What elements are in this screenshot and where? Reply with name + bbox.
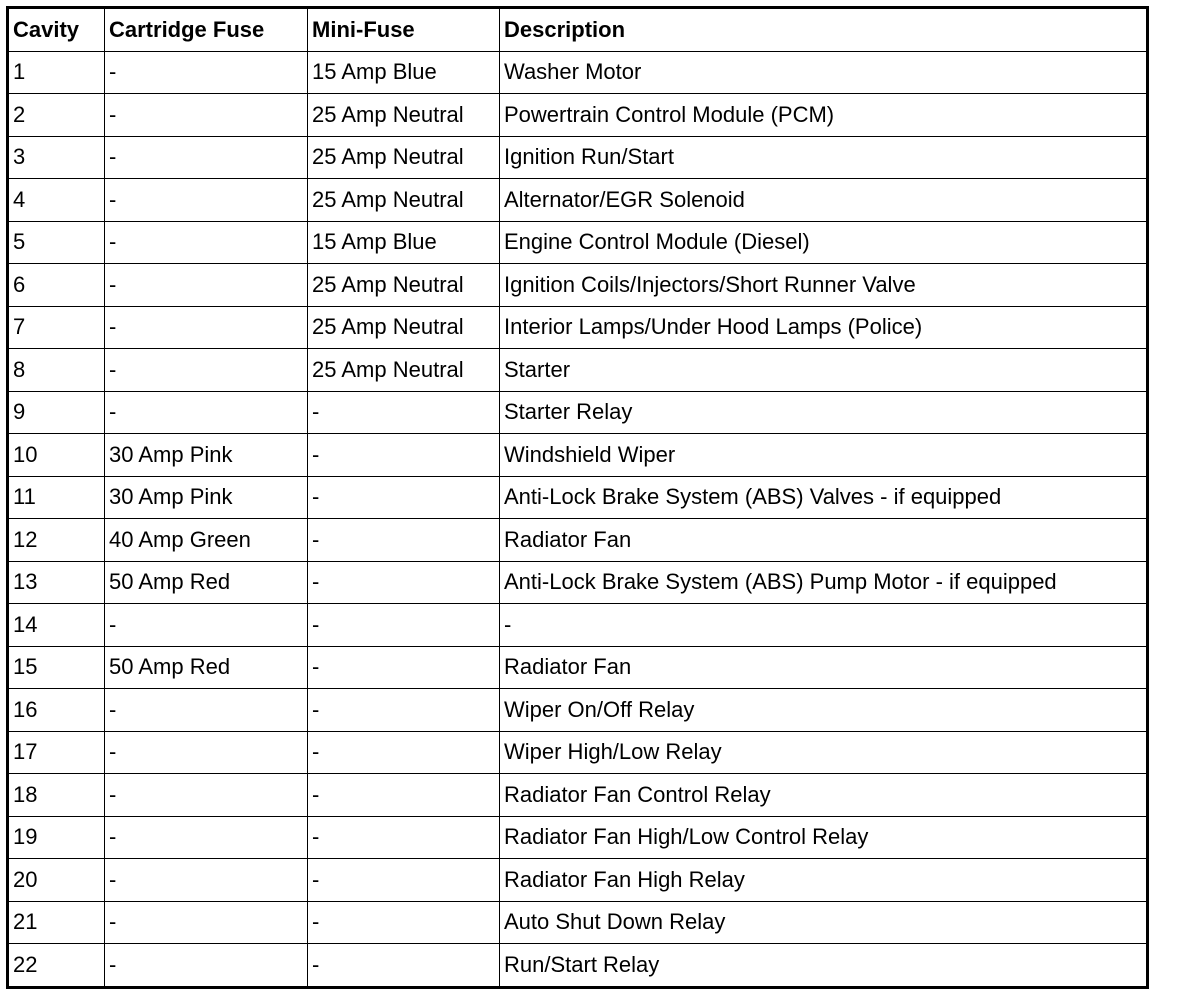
cell-description: Anti-Lock Brake System (ABS) Valves - if equipped xyxy=(500,476,1148,519)
cell-cavity: 22 xyxy=(8,944,105,988)
table-row xyxy=(8,604,1148,647)
header-description: Description xyxy=(500,8,1148,52)
cell-cavity: 9 xyxy=(8,391,105,434)
cell-cartridge-fuse: - xyxy=(105,731,308,774)
cell-cavity: 18 xyxy=(8,774,105,817)
cell-description: Run/Start Relay xyxy=(500,944,1148,988)
cell-mini-fuse: - xyxy=(308,561,500,604)
cell-description: Starter Relay xyxy=(500,391,1148,434)
cell-cartridge-fuse: 30 Amp Pink xyxy=(105,434,308,477)
cell-cartridge-fuse: - xyxy=(105,859,308,902)
cell-cavity: 15 xyxy=(8,646,105,689)
cell-cartridge-fuse: - xyxy=(105,306,308,349)
cell-mini-fuse: - xyxy=(308,816,500,859)
table-row xyxy=(8,944,1148,988)
cell-mini-fuse: 25 Amp Neutral xyxy=(308,136,500,179)
cell-description: Radiator Fan xyxy=(500,646,1148,689)
cell-cavity: 10 xyxy=(8,434,105,477)
table-row xyxy=(8,476,1148,519)
cell-mini-fuse: - xyxy=(308,519,500,562)
cell-cavity: 17 xyxy=(8,731,105,774)
cell-mini-fuse: - xyxy=(308,901,500,944)
cell-cartridge-fuse: 40 Amp Green xyxy=(105,519,308,562)
table-row xyxy=(8,689,1148,732)
header-row xyxy=(8,8,1148,52)
header-cavity: Cavity xyxy=(8,8,105,52)
table-row xyxy=(8,901,1148,944)
cell-cavity: 16 xyxy=(8,689,105,732)
cell-cartridge-fuse: 50 Amp Red xyxy=(105,561,308,604)
cell-mini-fuse: 25 Amp Neutral xyxy=(308,264,500,307)
table-row xyxy=(8,731,1148,774)
cell-mini-fuse: - xyxy=(308,689,500,732)
cell-cartridge-fuse: - xyxy=(105,94,308,137)
table-row xyxy=(8,391,1148,434)
cell-cavity: 14 xyxy=(8,604,105,647)
table-header xyxy=(8,8,1148,52)
table-body xyxy=(8,51,1148,987)
cell-description: Ignition Run/Start xyxy=(500,136,1148,179)
cell-mini-fuse: - xyxy=(308,604,500,647)
cell-cavity: 21 xyxy=(8,901,105,944)
cell-description: Radiator Fan xyxy=(500,519,1148,562)
cell-description: Alternator/EGR Solenoid xyxy=(500,179,1148,222)
cell-cavity: 8 xyxy=(8,349,105,392)
table-row xyxy=(8,434,1148,477)
cell-cavity: 13 xyxy=(8,561,105,604)
cell-cartridge-fuse: - xyxy=(105,221,308,264)
table-row xyxy=(8,51,1148,94)
table-row xyxy=(8,859,1148,902)
cell-cavity: 3 xyxy=(8,136,105,179)
cell-mini-fuse: 25 Amp Neutral xyxy=(308,349,500,392)
cell-description: Engine Control Module (Diesel) xyxy=(500,221,1148,264)
cell-mini-fuse: - xyxy=(308,391,500,434)
table-row xyxy=(8,561,1148,604)
cell-mini-fuse: - xyxy=(308,859,500,902)
cell-description: Wiper High/Low Relay xyxy=(500,731,1148,774)
cell-cavity: 6 xyxy=(8,264,105,307)
table-row xyxy=(8,774,1148,817)
cell-cartridge-fuse: - xyxy=(105,51,308,94)
cell-cartridge-fuse: - xyxy=(105,901,308,944)
cell-cartridge-fuse: - xyxy=(105,944,308,988)
cell-cavity: 20 xyxy=(8,859,105,902)
cell-mini-fuse: - xyxy=(308,476,500,519)
table-row xyxy=(8,816,1148,859)
table-row xyxy=(8,179,1148,222)
cell-description: Radiator Fan Control Relay xyxy=(500,774,1148,817)
cell-cartridge-fuse: 50 Amp Red xyxy=(105,646,308,689)
cell-cartridge-fuse: 30 Amp Pink xyxy=(105,476,308,519)
cell-cartridge-fuse: - xyxy=(105,136,308,179)
table-row xyxy=(8,94,1148,137)
cell-mini-fuse: 15 Amp Blue xyxy=(308,221,500,264)
cell-mini-fuse: 25 Amp Neutral xyxy=(308,94,500,137)
cell-cavity: 7 xyxy=(8,306,105,349)
cell-cavity: 19 xyxy=(8,816,105,859)
cell-description: - xyxy=(500,604,1148,647)
cell-cartridge-fuse: - xyxy=(105,816,308,859)
cell-mini-fuse: 25 Amp Neutral xyxy=(308,179,500,222)
cell-cartridge-fuse: - xyxy=(105,349,308,392)
cell-cartridge-fuse: - xyxy=(105,604,308,647)
table-row xyxy=(8,264,1148,307)
cell-description: Starter xyxy=(500,349,1148,392)
cell-description: Ignition Coils/Injectors/Short Runner Valve xyxy=(500,264,1148,307)
cell-cartridge-fuse: - xyxy=(105,689,308,732)
cell-mini-fuse: 25 Amp Neutral xyxy=(308,306,500,349)
cell-mini-fuse: 15 Amp Blue xyxy=(308,51,500,94)
table-row xyxy=(8,221,1148,264)
table-row xyxy=(8,306,1148,349)
header-mini-fuse: Mini-Fuse xyxy=(308,8,500,52)
cell-cavity: 12 xyxy=(8,519,105,562)
cell-description: Radiator Fan High Relay xyxy=(500,859,1148,902)
cell-mini-fuse: - xyxy=(308,944,500,988)
header-cartridge-fuse: Cartridge Fuse xyxy=(105,8,308,52)
cell-mini-fuse: - xyxy=(308,434,500,477)
cell-cavity: 11 xyxy=(8,476,105,519)
cell-cavity: 2 xyxy=(8,94,105,137)
table-row xyxy=(8,136,1148,179)
fuse-table xyxy=(6,6,1149,989)
cell-description: Auto Shut Down Relay xyxy=(500,901,1148,944)
table-row xyxy=(8,349,1148,392)
cell-description: Anti-Lock Brake System (ABS) Pump Motor - if equipped xyxy=(500,561,1148,604)
cell-description: Wiper On/Off Relay xyxy=(500,689,1148,732)
table-row xyxy=(8,646,1148,689)
cell-description: Interior Lamps/Under Hood Lamps (Police) xyxy=(500,306,1148,349)
cell-description: Windshield Wiper xyxy=(500,434,1148,477)
cell-cartridge-fuse: - xyxy=(105,391,308,434)
cell-description: Radiator Fan High/Low Control Relay xyxy=(500,816,1148,859)
cell-cartridge-fuse: - xyxy=(105,774,308,817)
cell-mini-fuse: - xyxy=(308,731,500,774)
table-row xyxy=(8,519,1148,562)
cell-cartridge-fuse: - xyxy=(105,264,308,307)
cell-mini-fuse: - xyxy=(308,646,500,689)
cell-description: Powertrain Control Module (PCM) xyxy=(500,94,1148,137)
cell-cavity: 4 xyxy=(8,179,105,222)
cell-mini-fuse: - xyxy=(308,774,500,817)
cell-description: Washer Motor xyxy=(500,51,1148,94)
cell-cavity: 1 xyxy=(8,51,105,94)
cell-cavity: 5 xyxy=(8,221,105,264)
cell-cartridge-fuse: - xyxy=(105,179,308,222)
